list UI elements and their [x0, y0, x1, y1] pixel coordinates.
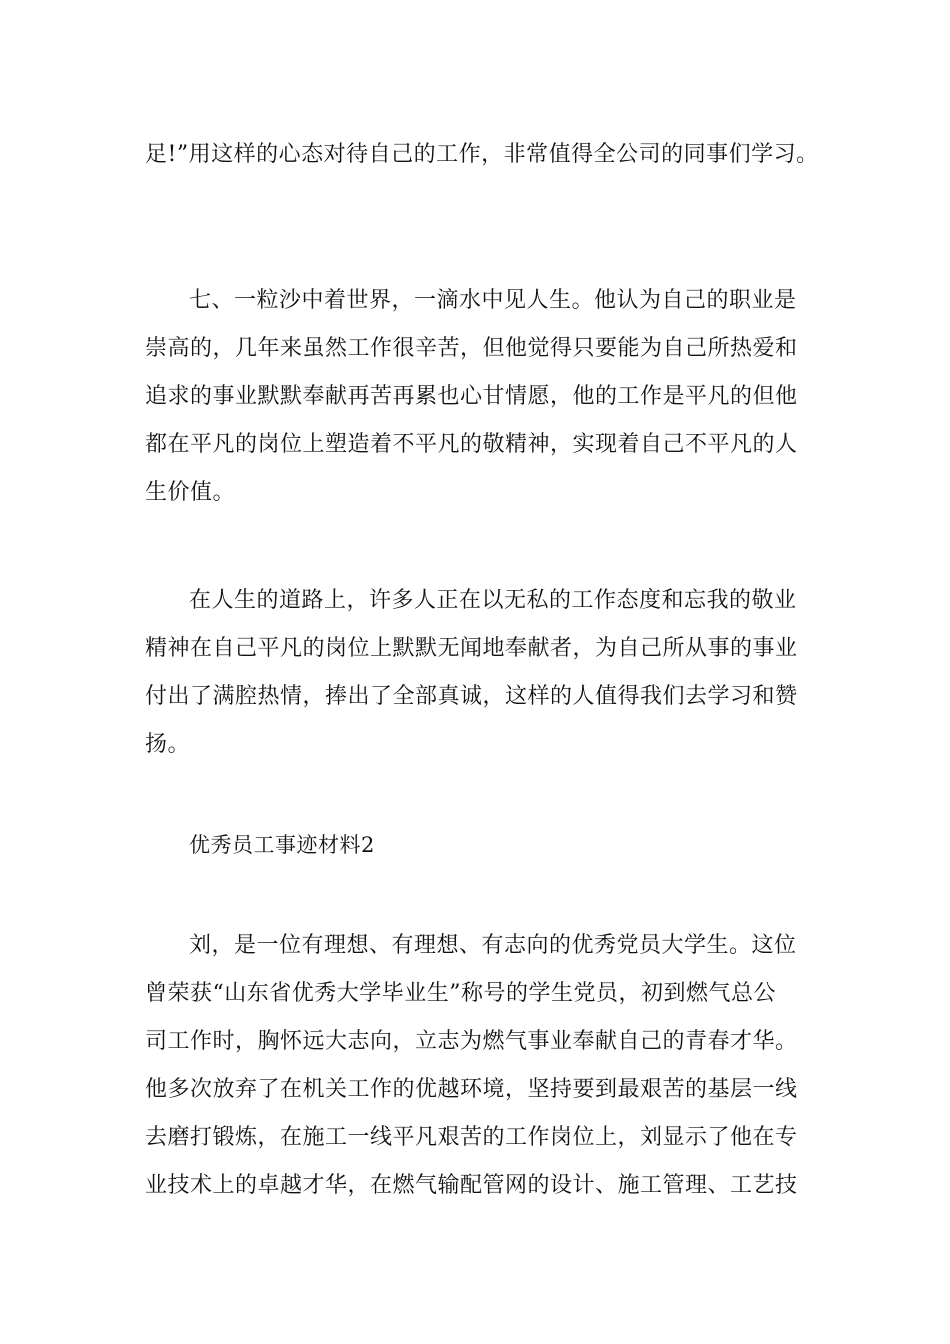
paragraph-line: 扬。: [145, 732, 191, 757]
paragraph-line: 崇高的，几年来虽然工作很辛苦，但他觉得只要能为自己所热爱和: [145, 336, 798, 361]
paragraph-seven: [145, 277, 810, 517]
section-title: [145, 821, 810, 869]
paragraph-line: 追求的事业默默奉献再苦再累也心甘情愿，他的工作是平凡的但他: [145, 384, 798, 409]
paragraph-line: 刘，是一位有理想、有理想、有志向的优秀党员大学生。这位: [189, 933, 797, 958]
paragraph-line: 七、一粒沙中着世界，一滴水中见人生。他认为自己的职业是: [189, 288, 797, 313]
paragraph-line: 生价值。: [145, 480, 236, 505]
paragraph-line: 都在平凡的岗位上塑造着不平凡的敬精神，实现着自己不平凡的人: [145, 432, 798, 457]
paragraph-line: 足!”用这样的心态对待自己的工作，非常值得全公司的同事们学习。: [145, 142, 819, 167]
paragraph-line: 他多次放弃了在机关工作的优越环境，坚持要到最艰苦的基层一线: [145, 1077, 798, 1102]
paragraph-line: 业技术上的卓越才华，在燃气输配管网的设计、施工管理、工艺技: [145, 1173, 798, 1198]
paragraph-line: 付出了满腔热情，捧出了全部真诚，这样的人值得我们去学习和赞: [145, 684, 798, 709]
paragraph-line: 精神在自己平凡的岗位上默默无闻地奉献者，为自己所从事的事业: [145, 636, 798, 661]
paragraph-continuation: [145, 131, 819, 179]
section-title-text: 优秀员工事迹材料2: [189, 833, 375, 857]
paragraph-line: 曾荣获“山东省优秀大学毕业生”称号的学生党员，初到燃气总公: [145, 981, 776, 1006]
paragraph-line: 司工作时，胸怀远大志向，立志为燃气事业奉献自己的青春才华。: [145, 1029, 798, 1054]
paragraph-life-road: [145, 577, 810, 769]
paragraph-liu: [145, 922, 810, 1210]
paragraph-line: 去磨打锻炼，在施工一线平凡艰苦的工作岗位上，刘显示了他在专: [145, 1125, 798, 1150]
paragraph-line: 在人生的道路上，许多人正在以无私的工作态度和忘我的敬业: [189, 588, 797, 613]
